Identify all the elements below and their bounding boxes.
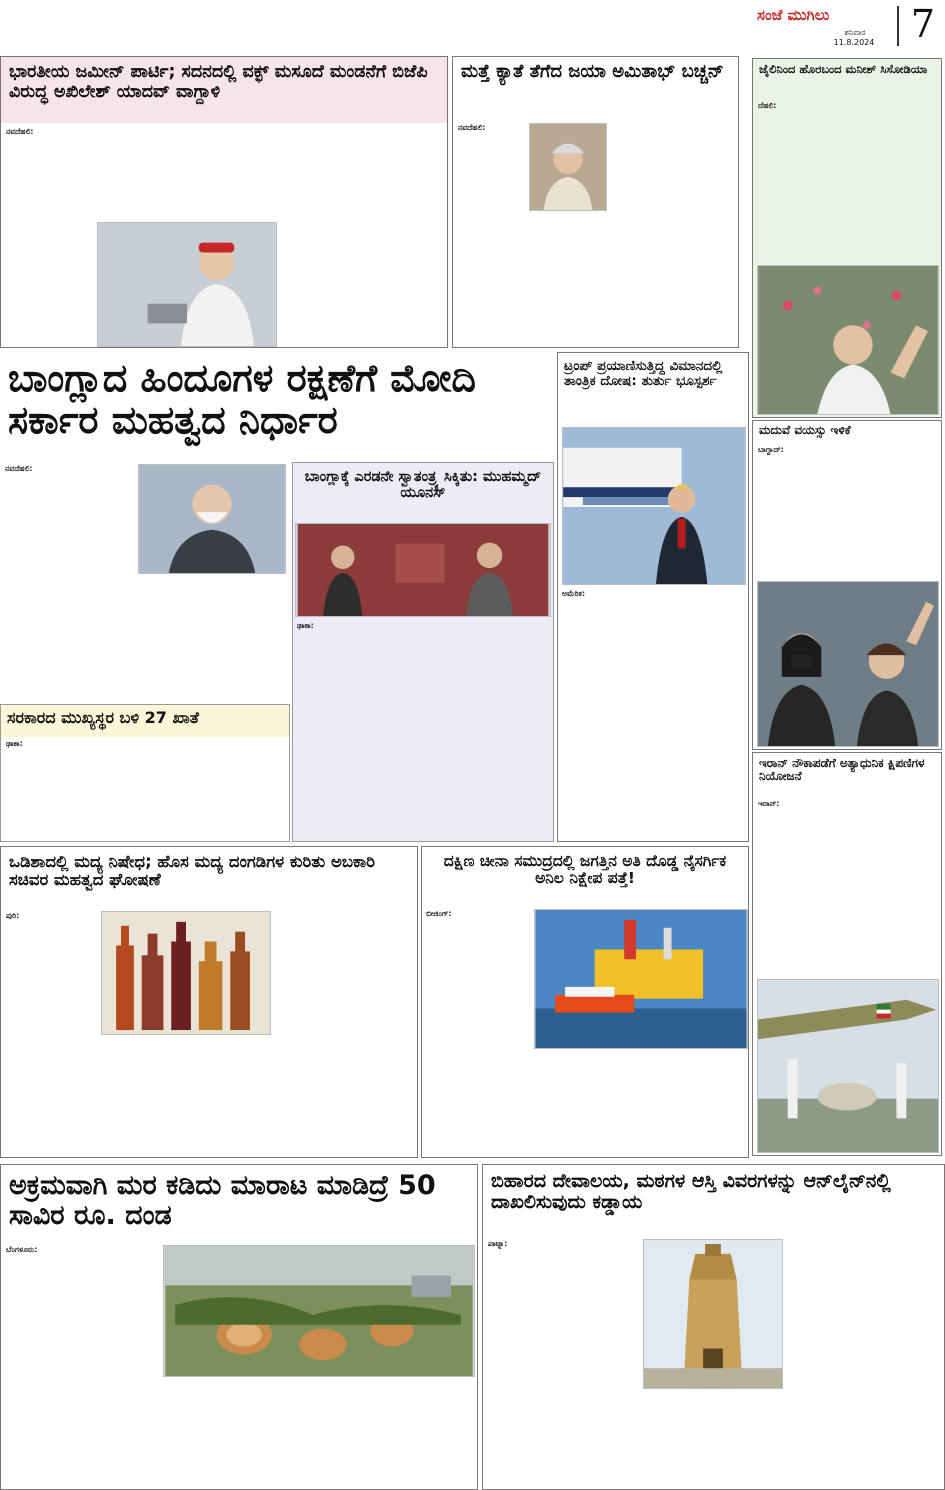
article-bihar-temple (482, 1164, 945, 1490)
photo-modi (138, 464, 286, 574)
person-photo-icon (530, 124, 606, 210)
trump-body-col1 (562, 589, 652, 839)
waqf-dateline: ನವದೆಹಲಿ: (6, 127, 34, 136)
bihar-body-col3 (788, 1239, 942, 1487)
temple-photo-icon (644, 1240, 782, 1388)
photo-logs (163, 1245, 475, 1377)
jaya-headline: ಮತ್ತೆ ಕ್ಯಾತೆ ತೆಗೆದ ಜಯಾ ಅಮಿತಾಭ್ ಬಚ್ಚನ್ (461, 61, 724, 82)
bangladesh-body-col2 (138, 578, 286, 698)
yunus-headline: ಬಾಂಗ್ಲಾಕ್ಕೆ ಎರಡನೇ ಸ್ವಾತಂತ್ರ್ಯ ಸಿಕ್ಕಿತು: ಮುಹಮ್ಮದ್ ಯೂನಸ್ (304, 469, 542, 502)
yunus-headline-band (293, 463, 553, 521)
marriage-headline: ಮದುವೆ ವಯಸ್ಸು ಇಳಿಕೆ (759, 423, 851, 437)
waqf-body-col3 (301, 127, 444, 347)
event-photo-icon (296, 524, 550, 616)
tree-headline-band (1, 1165, 477, 1243)
sisodia-headline: ಜೈಲಿನಿಂದ ಹೊರಬಂದ ಮನೀಶ್ ಸಿಸೋಡಿಯಾ (759, 62, 928, 76)
masthead-logo (757, 6, 877, 28)
photo-missile (757, 979, 939, 1153)
article-iran-navy (752, 752, 942, 1156)
aircraft-photo-icon (563, 428, 745, 584)
bangladesh-body-area (0, 462, 290, 702)
article-odisha-liquor (0, 846, 418, 1158)
sisodia-dateline: ದೆಹಲಿ: (758, 101, 777, 110)
logs-photo-icon (164, 1246, 474, 1376)
iran-headline-band (753, 753, 941, 797)
trump-headline-band (558, 353, 748, 423)
odisha-body-col2 (275, 911, 415, 1155)
photo-liquor (101, 911, 271, 1035)
article-bangladesh (0, 352, 555, 462)
odisha-caption (101, 1039, 271, 1155)
yunus-dateline: ಢಾಕಾ: (297, 621, 314, 630)
jaya-body-col2 (600, 123, 734, 345)
sisodia-body (758, 101, 938, 257)
tree-body-col1 (6, 1245, 158, 1487)
bangladesh-headline: ಬಾಂಗ್ಲಾದ ಹಿಂದೂಗಳ ರಕ್ಷಣೆಗೆ ಮೋದಿ ಸರ್ಕಾರ ಮಹತ್ವದ ನಿರ್ಧಾರ (8, 356, 476, 442)
photo-jaya (529, 123, 607, 211)
trump-dateline: ಅಮೆರಿಕ: (562, 589, 585, 598)
oil-dateline: ಬೀಜಿಂಗ್: (426, 909, 452, 918)
odisha-body-col1 (6, 911, 98, 1155)
yunus-body-col2 (381, 621, 465, 839)
iran-dateline: ಇರಾನ್: (758, 799, 780, 808)
article-sisodia (752, 58, 942, 418)
tree-dateline: ಬೆಂಗಳೂರು: (6, 1245, 38, 1254)
article-oil (421, 846, 749, 1158)
missile-photo-icon (758, 980, 938, 1152)
trump-headline: ಟ್ರಂಪ್ ಪ್ರಯಾಣಿಸುತ್ತಿದ್ದ ವಿಮಾನದಲ್ಲಿ ತಾಂತ್ರಿಕ ದೋಷ: ತುರ್ತು ಭೂಸ್ಪರ್ಶ (564, 358, 723, 390)
photo-sisodia (757, 265, 939, 415)
marriage-body (758, 445, 938, 585)
oil-rig-photo-icon (535, 910, 747, 1048)
bangladesh-body-col1 (5, 464, 133, 700)
odisha-headline: ಒಡಿಶಾದಲ್ಲಿ ಮದ್ಯ ನಿಷೇಧ; ಹೊಸ ಮದ್ಯ ದಂಗಡಿಗಳ ಕುರಿತು ಅಬಕಾರಿ ಸಚಿವರ ಮಹತ್ವದ ಘೋಷಣೆ (9, 852, 375, 890)
article-trump (557, 352, 749, 842)
article-tree (0, 1164, 478, 1490)
bottles-photo-icon (102, 912, 270, 1034)
oil-body-col1 (426, 909, 530, 1155)
oil-headline-band (422, 847, 748, 907)
marriage-dateline: ಬಾಗ್ದಾದ್: (758, 445, 784, 454)
yunus-body-col1 (297, 621, 379, 839)
odisha-headline-band (1, 847, 417, 907)
photo-oil-rig (534, 909, 748, 1049)
photo-temple (643, 1239, 783, 1389)
article-waqf (0, 56, 448, 348)
person-photo-icon (98, 223, 276, 346)
jaya-dateline: ನವದೆಹಲಿ: (458, 123, 486, 132)
iran-body (758, 799, 938, 975)
photo-trump (562, 427, 746, 585)
odisha-dateline: ಪುರಿ: (6, 911, 20, 920)
person-photo-icon (139, 465, 285, 573)
crowd-photo-icon (758, 266, 938, 414)
oil-body-col2 (534, 1053, 638, 1155)
waqf-headline: ಭಾರತೀಯ ಜಮೀನ್ ಪಾರ್ಟಿ; ಸದನದಲ್ಲಿ ವಕ್ಫ್ ಮಸೂದೆ ಮಂಡನೆಗೆ ಬಿಜೆಪಿ ವಿರುದ್ಧ ಅಖಿಲೇಶ್ ಯಾದವ್ ವಾಗ್ದಾಳಿ (9, 62, 428, 102)
iran-headline: ಇರಾನ್ ನೌಕಾಪಡೆಗೆ ಅತ್ಯಾಧುನಿಕ ಕ್ಷಿಪಣಿಗಳ ನಿಯೋಜನೆ (759, 756, 925, 784)
photo-yunus (295, 523, 551, 617)
page-number: 7 (910, 2, 936, 46)
tree-headline: ಅಕ್ರಮವಾಗಿ ಮರ ಕಡಿದು ಮಾರಾಟ ಮಾಡಿದ್ರೆ 50 ಸಾವಿರ ರೂ. ದಂಡ (9, 1170, 436, 1232)
article-ministers (0, 704, 290, 842)
masthead (735, 0, 945, 52)
photo-protest (757, 581, 939, 747)
logo-text: ಸಂಜೆ ಮುಗಿಲು (757, 6, 830, 24)
article-yunus (292, 462, 554, 842)
bihar-dateline: ಪಾಟ್ನಾ: (488, 1239, 508, 1248)
article-marriage-age (752, 420, 942, 750)
ministers-body (6, 739, 286, 839)
sisodia-headline-band (753, 59, 941, 99)
ministers-headline-band (1, 705, 289, 737)
bangladesh-dateline: ನವದೆಹಲಿ: (5, 464, 33, 473)
marriage-headline-band (753, 421, 941, 443)
oil-body-col3 (642, 1053, 746, 1155)
ministers-headline: ಸರಕಾರದ ಮುಖ್ಯಸ್ಥರ ಬಳಿ 27 ಖಾತೆ (7, 708, 199, 727)
waqf-headline-band (1, 57, 447, 123)
masthead-date: 11.8.2024 (833, 38, 875, 47)
masthead-day: ಶನಿವಾರ (844, 28, 866, 37)
oil-headline: ದಕ್ಷಿಣ ಚೀನಾ ಸಮುದ್ರದಲ್ಲಿ ಜಗತ್ತಿನ ಅತಿ ದೊಡ್ಡ ನೈಸರ್ಗಿಕ ಅನಿಲ ನಿಕ್ಷೇಪ ಪತ್ತೆ! (443, 852, 727, 888)
photo-akhilesh (97, 222, 277, 347)
trump-body-col2 (655, 589, 746, 839)
bihar-body-col2 (643, 1393, 783, 1487)
tree-body-col2 (163, 1381, 315, 1487)
bihar-headline: ಬಿಹಾರದ ದೇವಾಲಯ, ಮಠಗಳ ಆಸ್ತಿ ವಿವರಗಳನ್ನು ಆನ್‌ಲೈನ್‌ನಲ್ಲಿ ದಾಖಲಿಸುವುದು ಕಡ್ಡಾಯ (491, 1170, 891, 1214)
protest-photo-icon (758, 582, 938, 746)
tree-body-col3 (321, 1381, 475, 1487)
bihar-body-col1 (488, 1239, 638, 1487)
bihar-headline-band (483, 1165, 944, 1235)
article-jaya (452, 56, 739, 348)
jaya-headline-band (453, 57, 738, 119)
yunus-body-col3 (467, 621, 551, 839)
ministers-dateline: ಢಾಕಾ: (6, 739, 23, 748)
masthead-divider (897, 6, 899, 46)
